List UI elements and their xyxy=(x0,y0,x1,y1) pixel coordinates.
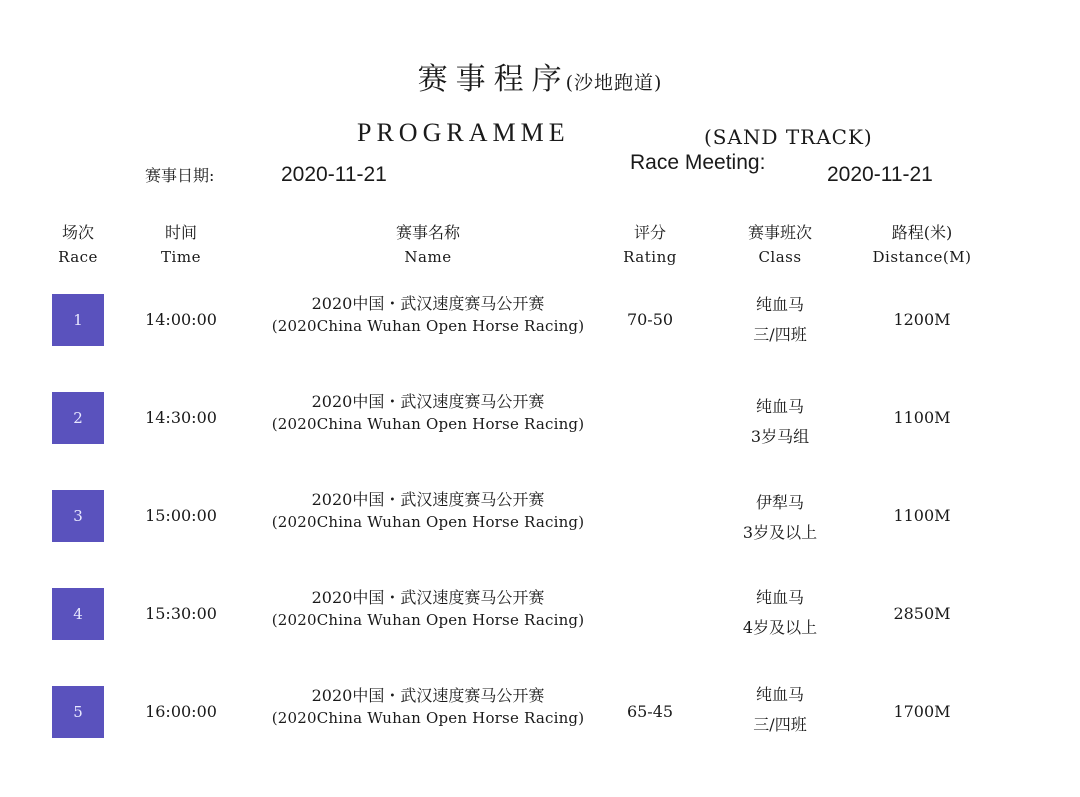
race-class-breed: 伊犁马 xyxy=(755,493,804,512)
race-time: 15:30:00 xyxy=(145,604,217,623)
race-name xyxy=(268,391,588,435)
race-class-breed: 纯血马 xyxy=(755,397,804,416)
race-name-cn: 2020中国・武汉速度赛马公开赛 xyxy=(311,686,545,705)
race-class-breed: 纯血马 xyxy=(755,295,804,314)
race-time: 14:30:00 xyxy=(145,408,217,427)
race-class xyxy=(720,290,840,350)
col-header-name-cn: 赛事名称 xyxy=(395,223,460,242)
race-name xyxy=(268,685,588,729)
col-header-name-en: Name xyxy=(404,248,452,266)
race-name-en: (2020China Wuhan Open Horse Racing) xyxy=(271,709,585,727)
race-number-badge: 4 xyxy=(52,588,104,640)
col-header-rating-cn: 评分 xyxy=(633,223,666,242)
race-class xyxy=(720,392,840,452)
col-header-rating xyxy=(610,220,690,270)
race-class-group: 3岁及以上 xyxy=(742,523,818,542)
meeting-date-en: 2020-11-21 xyxy=(827,163,933,186)
col-header-class xyxy=(730,220,830,270)
race-distance: 1200M xyxy=(893,310,951,329)
col-header-time-en: Time xyxy=(161,248,201,266)
race-rating: 70-50 xyxy=(626,310,674,329)
col-header-time-cn: 时间 xyxy=(164,223,197,242)
meeting-label-en: Race Meeting: xyxy=(630,151,766,174)
race-name xyxy=(268,489,588,533)
col-header-race-en: Race xyxy=(58,248,98,266)
race-class-group: 3岁马组 xyxy=(750,427,810,446)
race-name-cn: 2020中国・武汉速度赛马公开赛 xyxy=(311,490,545,509)
race-name xyxy=(268,293,588,337)
race-name-cn: 2020中国・武汉速度赛马公开赛 xyxy=(311,294,545,313)
col-header-distance-en: Distance(M) xyxy=(872,248,972,266)
race-class-group: 三/四班 xyxy=(753,715,807,734)
race-class-group: 三/四班 xyxy=(753,325,807,344)
col-header-distance-cn: 路程(米) xyxy=(891,223,953,242)
race-class-breed: 纯血马 xyxy=(755,588,804,607)
race-name-en: (2020China Wuhan Open Horse Racing) xyxy=(271,611,585,629)
title-cn: 赛事程序 xyxy=(417,62,570,97)
race-name-en: (2020China Wuhan Open Horse Racing) xyxy=(271,415,585,433)
col-header-rating-en: Rating xyxy=(623,248,677,266)
race-distance: 1100M xyxy=(893,408,951,427)
race-name xyxy=(268,587,588,631)
race-name-cn: 2020中国・武汉速度赛马公开赛 xyxy=(311,392,545,411)
race-time: 15:00:00 xyxy=(145,506,217,525)
col-header-time xyxy=(141,220,221,270)
race-class xyxy=(720,583,840,643)
race-class-group: 4岁及以上 xyxy=(742,618,818,637)
race-time: 14:00:00 xyxy=(145,310,217,329)
race-class xyxy=(720,488,840,548)
race-rating: 65-45 xyxy=(626,702,674,721)
page-title xyxy=(0,60,1080,103)
col-header-race xyxy=(38,220,118,270)
col-header-race-cn: 场次 xyxy=(61,223,94,242)
race-distance: 1100M xyxy=(893,506,951,525)
meeting-date-cn: 2020-11-21 xyxy=(281,163,387,186)
title-cn-sub: (沙地跑道) xyxy=(565,72,663,94)
race-number-badge: 3 xyxy=(52,490,104,542)
title-en-sub: (SAND TRACK) xyxy=(704,125,873,149)
race-distance: 1700M xyxy=(893,702,951,721)
race-number-badge: 2 xyxy=(52,392,104,444)
col-header-name xyxy=(368,220,488,270)
col-header-class-en: Class xyxy=(758,248,802,266)
meeting-label-cn: 赛事日期: xyxy=(145,166,215,185)
race-class xyxy=(720,680,840,740)
title-en: PROGRAMME xyxy=(357,118,570,147)
race-name-en: (2020China Wuhan Open Horse Racing) xyxy=(271,513,585,531)
race-number-badge: 5 xyxy=(52,686,104,738)
race-distance: 2850M xyxy=(893,604,951,623)
race-name-en: (2020China Wuhan Open Horse Racing) xyxy=(271,317,585,335)
race-time: 16:00:00 xyxy=(145,702,217,721)
race-name-cn: 2020中国・武汉速度赛马公开赛 xyxy=(311,588,545,607)
col-header-distance xyxy=(862,220,982,270)
race-class-breed: 纯血马 xyxy=(755,685,804,704)
col-header-class-cn: 赛事班次 xyxy=(747,223,812,242)
race-number-badge: 1 xyxy=(52,294,104,346)
